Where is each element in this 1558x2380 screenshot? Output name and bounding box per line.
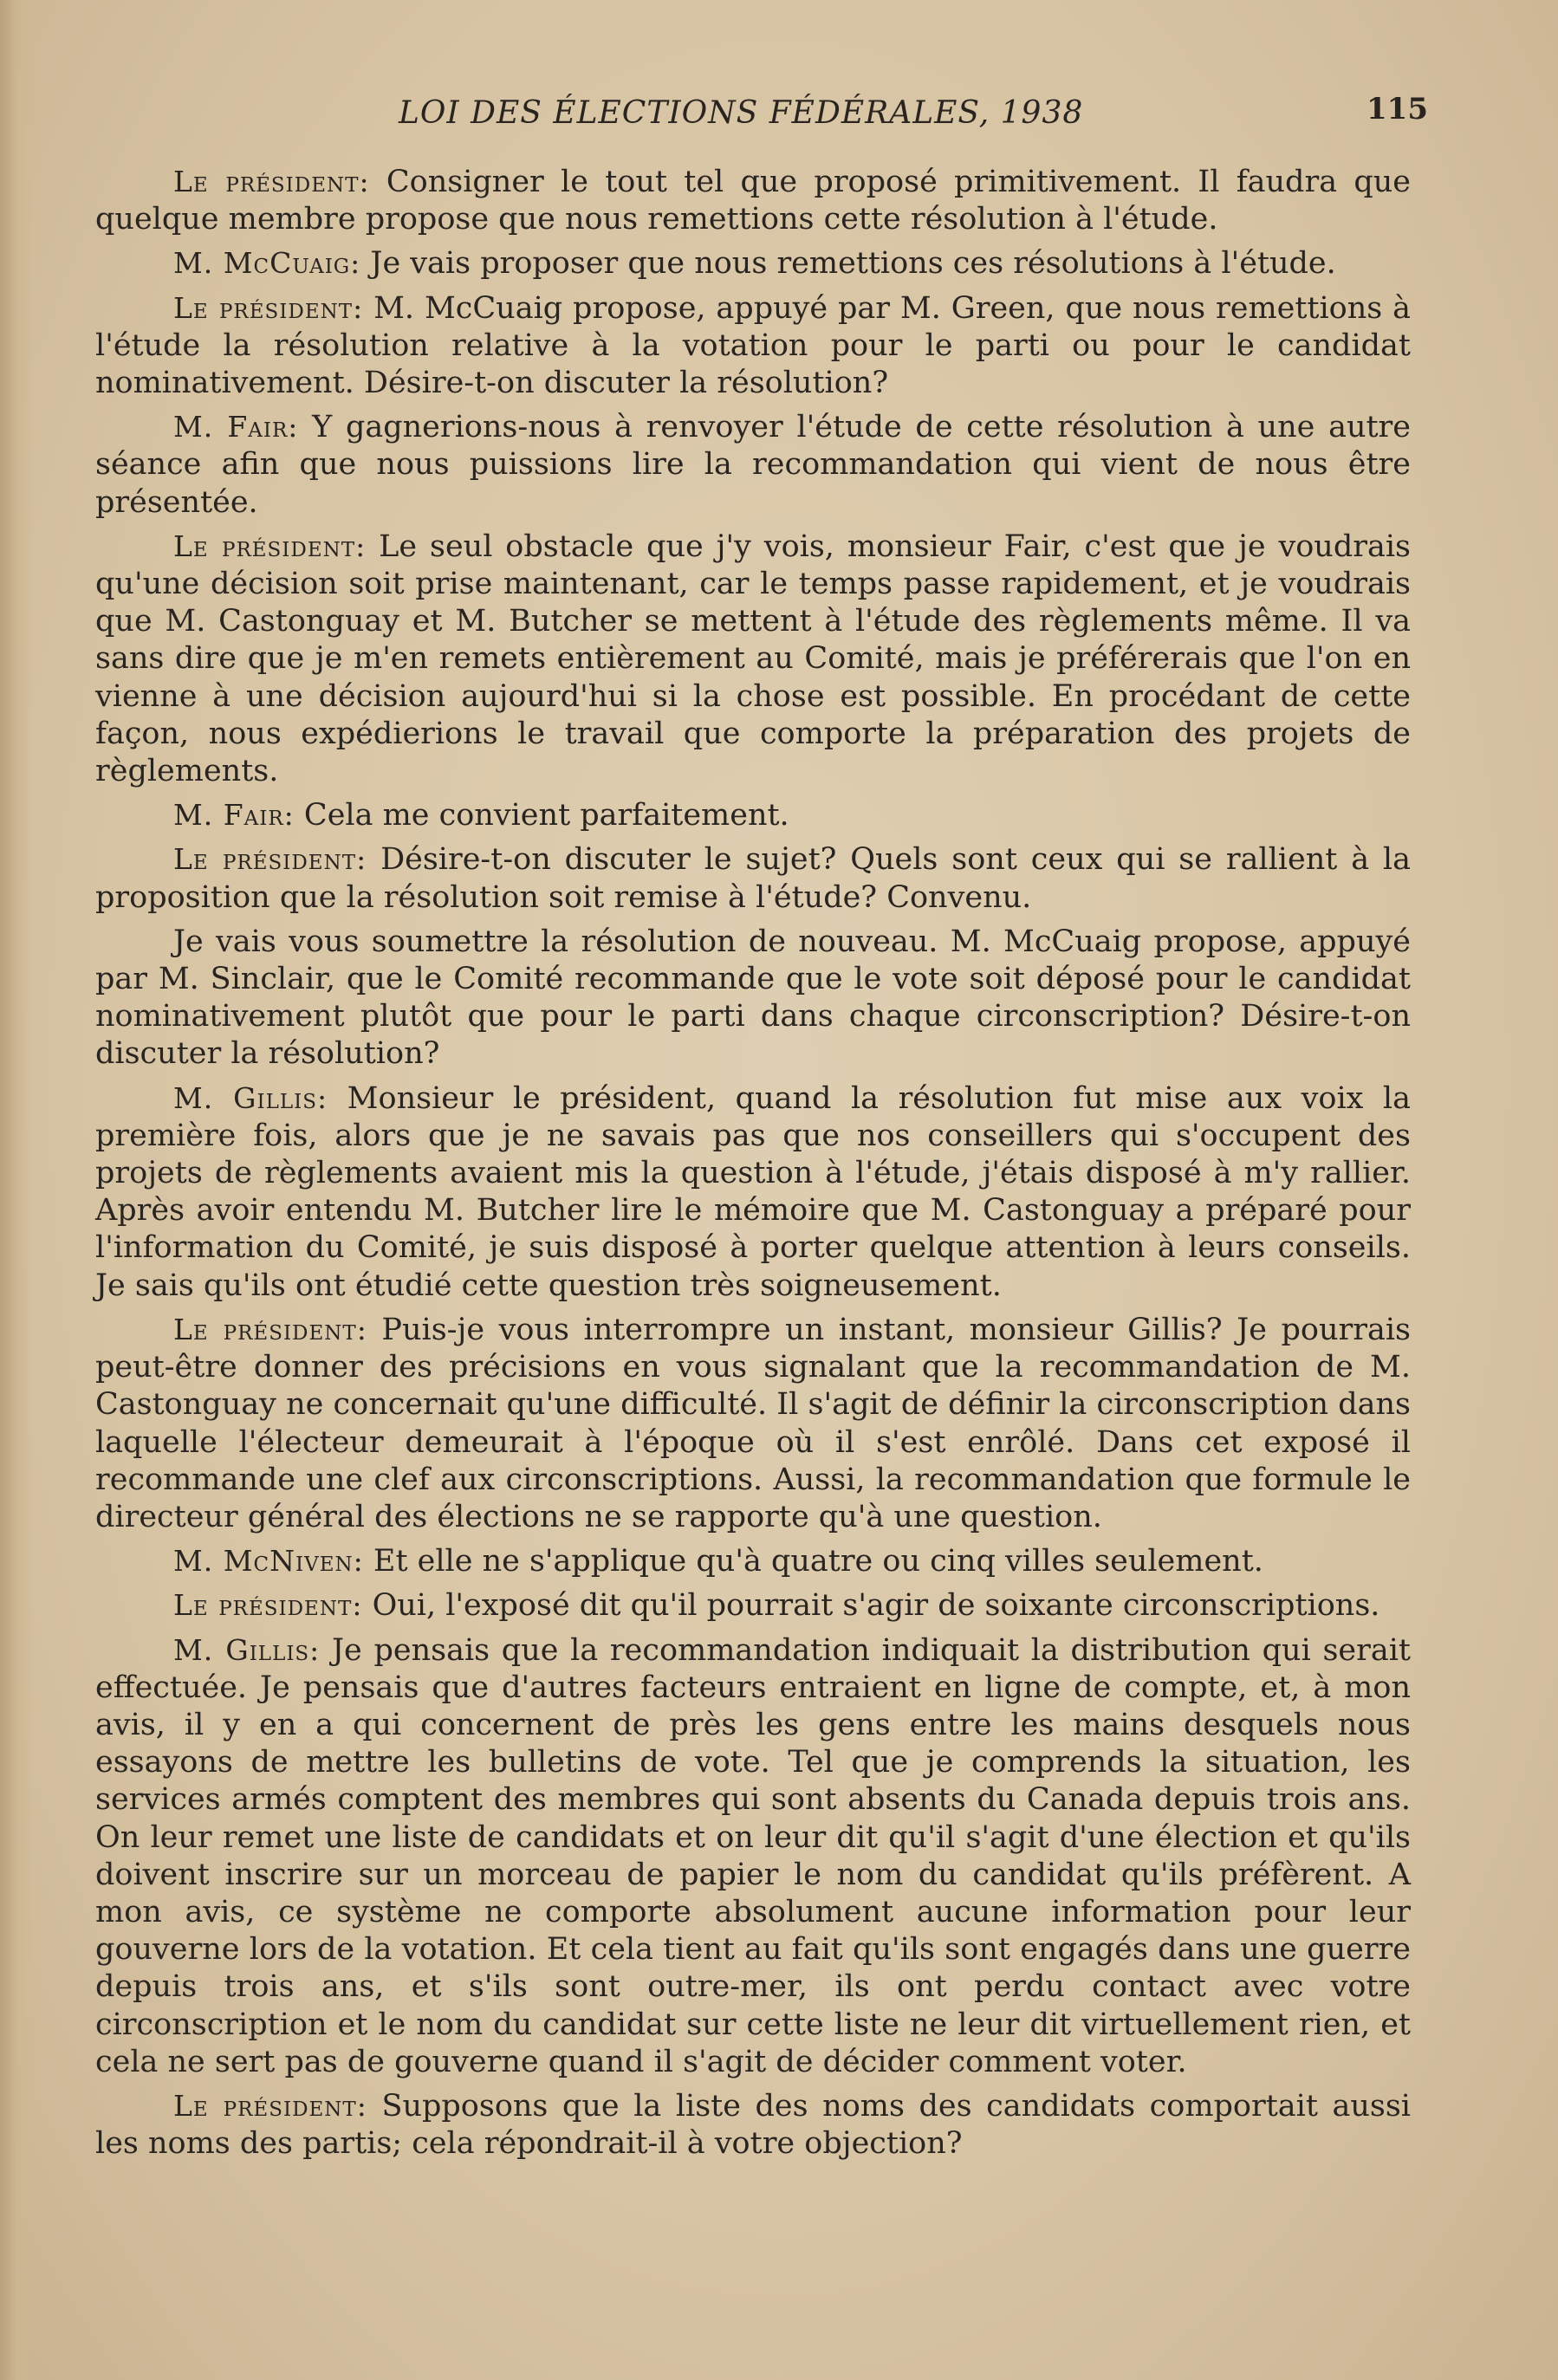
page-edge bbox=[0, 0, 33, 2380]
paragraph bbox=[95, 1542, 1411, 1580]
paragraph bbox=[95, 244, 1411, 282]
speaker-label: Le président: bbox=[173, 290, 364, 325]
paragraph-text: Et elle ne s'applique qu'à quatre ou cinq villes seulement. bbox=[363, 1544, 1263, 1579]
paragraph-text: Je vais proposer que nous remettions ces résolutions à l'étude. bbox=[360, 246, 1336, 282]
speaker-label: Le président: bbox=[173, 1588, 363, 1623]
page-header bbox=[113, 87, 1428, 139]
paragraph bbox=[95, 408, 1411, 522]
paragraph-text: Puis-je vous interrompre un instant, monsieur Gillis? Je pourrais peut-être donner des précisions en vous signalant que la recommandation de M. Castonguay ne concernait qu'une difficulté. Il s'agit de définir la circonscription dans laquelle l'électeur demeurait à l'époque où il s'est enrôlé. Dans cet exposé il recommande une clef aux circonscriptions. Aussi, la recommandation que formule le directeur général des élections ne se rapporte qu'à une question. bbox=[95, 1312, 1411, 1534]
paragraph-text: Cela me convient parfaitement. bbox=[294, 798, 789, 833]
paragraph bbox=[95, 1586, 1411, 1624]
paragraph-text: Y gagnerions-nous à renvoyer l'étude de cette résolution à une autre séance afin que nous puissions lire la recommandation qui vient de nous être présentée. bbox=[95, 410, 1412, 520]
paragraph-text: Oui, l'exposé dit qu'il pourrait s'agir de soixante circonscriptions. bbox=[362, 1588, 1380, 1624]
speaker-label: Le président: bbox=[173, 529, 367, 563]
paragraph bbox=[95, 2087, 1411, 2163]
paragraph bbox=[95, 163, 1411, 238]
paragraph bbox=[95, 289, 1411, 403]
speaker-label: Le président: bbox=[173, 1312, 367, 1346]
speaker-label: M. McNiven: bbox=[173, 1544, 364, 1579]
speaker-label: M. Fair: bbox=[173, 410, 299, 444]
running-title: LOI DES ÉLECTIONS FÉDÉRALES, 1938 bbox=[399, 95, 1084, 131]
paragraph-text: M. McCuaig propose, appuyé par M. Green, que nous remettions à l'étude la résolution relative à la votation pour le parti ou pour le candidat nominativement. Désire-t-on discuter la résolution? bbox=[95, 290, 1412, 401]
page-number: 115 bbox=[1366, 92, 1428, 126]
speaker-label: M. McCuaig: bbox=[173, 246, 361, 281]
paragraph bbox=[95, 923, 1411, 1073]
paragraph bbox=[95, 796, 1411, 834]
speaker-label: Le président: bbox=[173, 842, 367, 877]
paragraph bbox=[95, 1311, 1411, 1536]
speaker-label: M. Fair: bbox=[173, 798, 295, 833]
body-text bbox=[95, 163, 1411, 2169]
speaker-label: Le président: bbox=[173, 165, 370, 198]
paragraph-text: Je vais vous soumettre la résolution de nouveau. M. McCuaig propose, appuyé par M. Sinclair, que le Comité recommande que le vote soit déposé pour le candidat nominativement plutôt que pour le parti dans chaque circonscription? Désire-t-on discuter la résolution? bbox=[95, 924, 1411, 1072]
paragraph-text: Monsieur le président, quand la résolution fut mise aux voix la première fois, alors que je ne savais pas que nos conseillers qui s'occupent des projets de règlements avaient mis la question à l'étude, j'étais disposé à m'y rallier. Après avoir entendu M. Butcher lire le mémoire que M. Castonguay a préparé pour l'information du Comité, je suis disposé à porter quelque attention à leurs conseils. Je sais qu'ils ont étudié cette question très soigneusement. bbox=[95, 1080, 1411, 1303]
paragraph-text: Consigner le tout tel que proposé primitivement. Il faudra que quelque membre propose que nous remettions cette résolution à l'étude. bbox=[95, 165, 1411, 237]
paragraph-text: Supposons que la liste des noms des candidats comportait aussi les noms des partis; cela répondrait-il à votre objection? bbox=[95, 2088, 1412, 2162]
speaker-label: Le président: bbox=[173, 2088, 367, 2123]
paragraph bbox=[95, 528, 1411, 790]
paragraph-text: Le seul obstacle que j'y vois, monsieur Fair, c'est que je voudrais qu'une décision soit prise maintenant, car le temps passe rapidement, et je voudrais que M. Castonguay et M. Butcher se mettent à l'étude des règlements même. Il va sans dire que je m'en remets entièrement au Comité, mais je préférerais que l'on en vienne à une décision aujourd'hui si la chose est possible. En procédant de cette façon, nous expédierions le travail que comporte la préparation des projets de règlements. bbox=[95, 529, 1411, 789]
paragraph-text: Désire-t-on discuter le sujet? Quels sont ceux qui se rallient à la proposition que la résolution soit remise à l'étude? Convenu. bbox=[95, 842, 1411, 915]
paragraph bbox=[95, 840, 1411, 916]
speaker-label: M. Gillis: bbox=[173, 1080, 328, 1115]
paragraph-text: Je pensais que la recommandation indiquait la distribution qui serait effectuée. Je pensais que d'autres facteurs entraient en ligne de compte, et, à mon avis, il y en a qui concernent de près les gens entre les mains desquels nous essayons de mettre les bulletins de vote. Tel que je comprends la situation, les services armés comptent des membres qui sont absents du Canada depuis trois ans. On leur remet une liste de candidats et on leur dit qu'il s'agit d'une élection et qu'ils doivent inscrire sur un morceau de papier le nom du candidat qu'ils préfèrent. A mon avis, ce système ne comporte absolument aucune information pour leur gouverne lors de la votation. Et cela tient au fait qu'ils sont engagés dans une guerre depuis trois ans, et s'ils sont outre-mer, ils ont perdu contact avec votre circonscription et le nom du candidat sur cette liste ne leur dit virtuellement rien, et cela ne sert pas de gouverne quand il s'agit de décider comment voter. bbox=[95, 1632, 1411, 2079]
paragraph bbox=[95, 1080, 1411, 1305]
paragraph bbox=[95, 1631, 1411, 2081]
speaker-label: M. Gillis: bbox=[173, 1632, 321, 1667]
